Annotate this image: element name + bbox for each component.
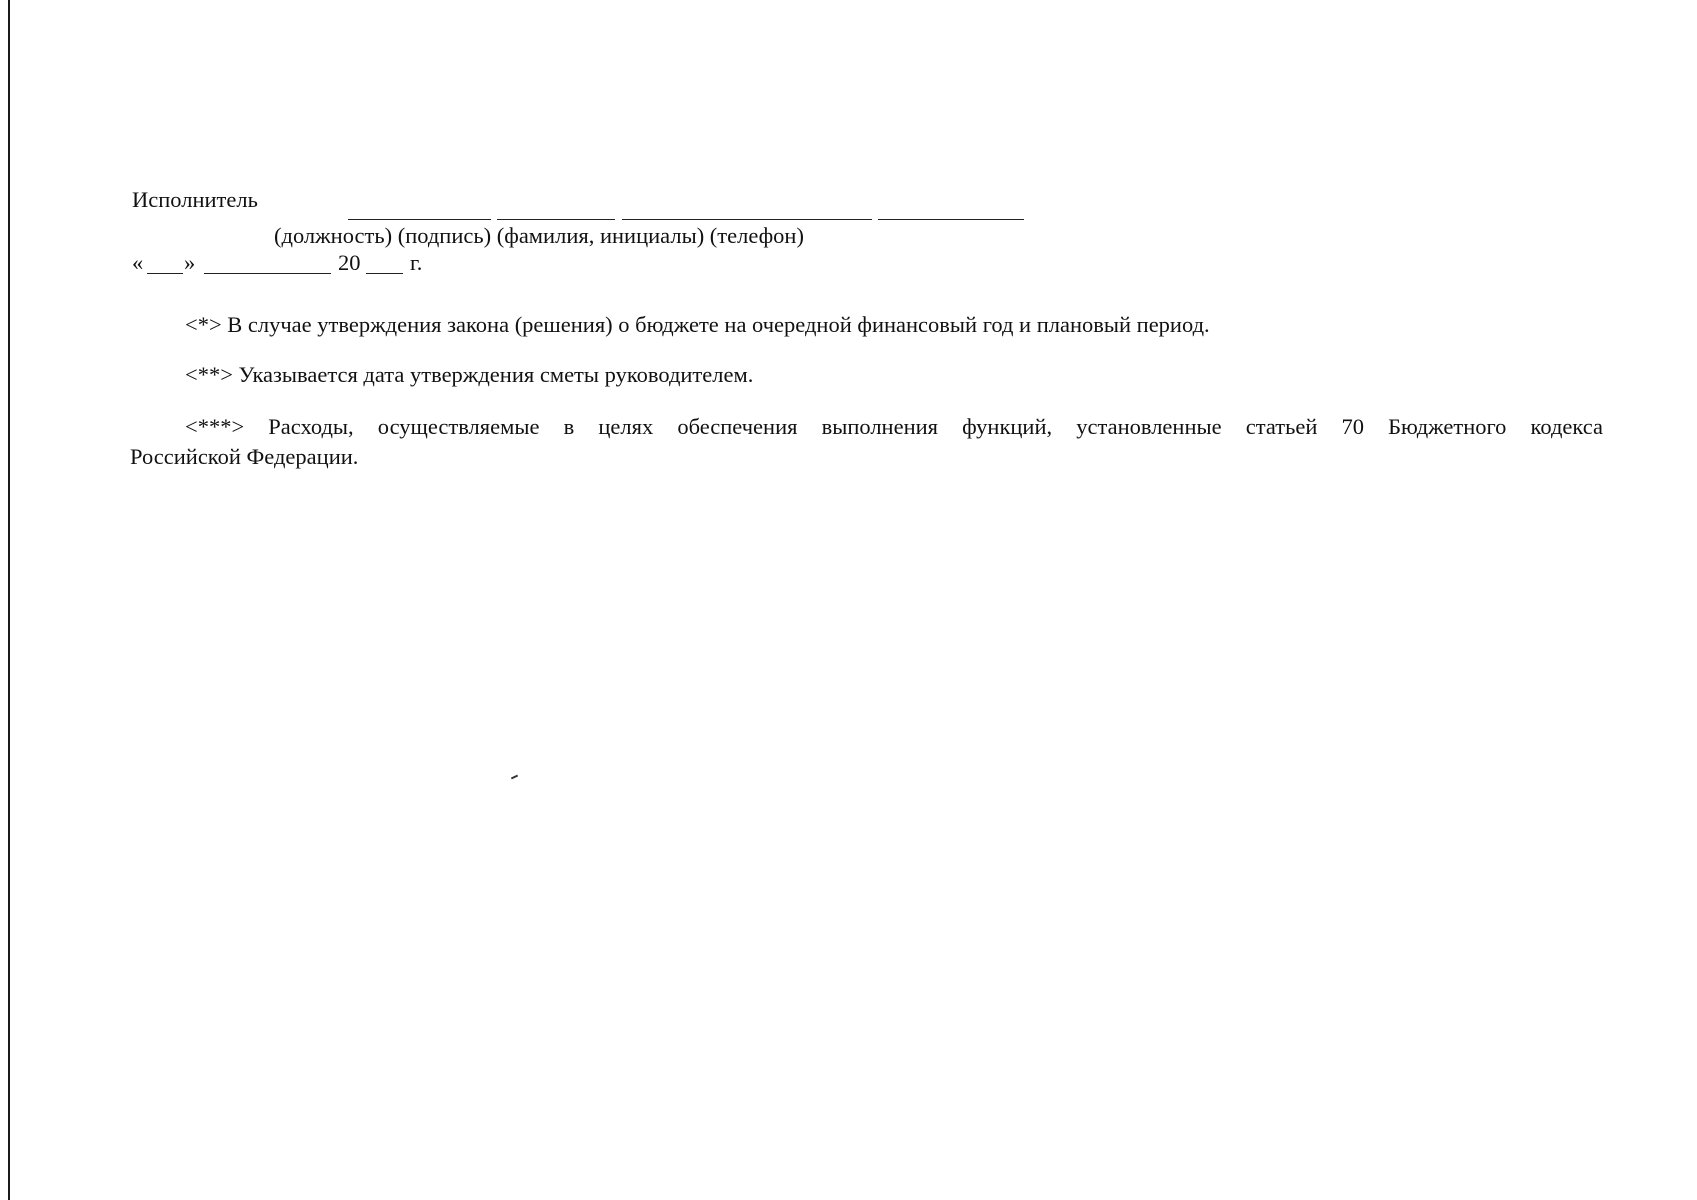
executor-label: Исполнитель <box>132 187 258 212</box>
scan-edge-line <box>8 0 10 1200</box>
signature-captions: (должность) (подпись) (фамилия, инициалы) (телефон) <box>274 223 804 248</box>
year-blank <box>366 273 403 274</box>
date-close-quote: » <box>184 250 196 275</box>
footnote-1 <box>185 312 1210 338</box>
footnote-3-line-1 <box>185 414 1603 440</box>
year-suffix: г. <box>410 250 423 275</box>
footnote-2-marker: <**> <box>185 362 233 387</box>
phone-blank <box>878 219 1024 220</box>
scan-speck <box>511 775 518 780</box>
footnote-3-marker: <***> <box>185 414 245 439</box>
day-blank <box>147 273 183 274</box>
footnote-3-text-line-1: Расходы, осуществляемые в целях обеспечения выполнения функций, установленные статьей 70 Бюджетного кодекса <box>268 414 1603 439</box>
date-open-quote: « <box>132 250 144 275</box>
footnote-3-line-2: Российской Федерации. <box>130 444 359 469</box>
footnote-2 <box>185 362 753 388</box>
year-prefix: 20 <box>338 250 361 275</box>
name-blank <box>622 219 872 220</box>
signature-blank <box>497 219 615 220</box>
footnote-1-marker: <*> <box>185 312 222 337</box>
footnote-2-text: Указывается дата утверждения сметы руководителем. <box>238 362 754 387</box>
footnote-1-text: В случае утверждения закона (решения) о бюджете на очередной финансовый год и плановый период. <box>227 312 1210 337</box>
position-blank <box>348 219 491 220</box>
month-blank <box>204 273 331 274</box>
